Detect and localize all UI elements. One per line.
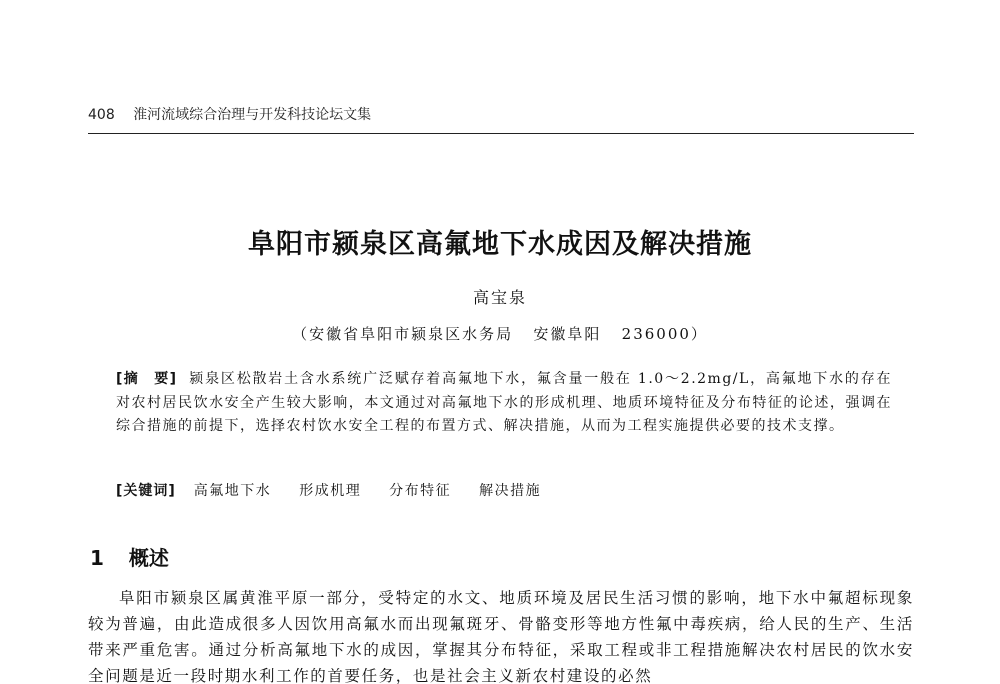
keyword: 解决措施: [479, 483, 542, 499]
paper-title: 阜阳市颍泉区高氟地下水成因及解决措施: [248, 229, 752, 260]
keywords: [116, 480, 892, 500]
abstract-text: 颍泉区松散岩土含水系统广泛赋存着高氟地下水，氟含量一般在 1.0～2.2mg/L，高氟地下水的存在对农村居民饮水安全产生较大影响，本文通过对高氟地下水的形成机理、地质环境特征及分布特征的论述，强调在综合措施的前提下，选择农村饮水安全工程的布置方式、解决措施，从而为工程实施提供必要的技术支撑。: [116, 371, 892, 434]
section-heading: [90, 542, 169, 571]
keywords-label: [关键词]: [116, 483, 176, 499]
running-header: [88, 104, 371, 124]
section-number: 1: [90, 546, 104, 570]
keyword: 分布特征: [389, 483, 452, 499]
keyword: 形成机理: [299, 483, 362, 499]
book-title: 淮河流域综合治理与开发科技论坛文集: [133, 107, 372, 123]
page-number: 408: [88, 107, 115, 123]
header-rule: [88, 133, 914, 134]
section-title: 概述: [128, 546, 169, 570]
abstract: [116, 368, 892, 439]
body-paragraph: 阜阳市颍泉区属黄淮平原一部分，受特定的水文、地质环境及居民生活习惯的影响，地下水中氟超标现象较为普遍，由此造成很多人因饮用高氟水而出现氟斑牙、骨骼变形等地方性氟中毒疾病，给人民的生产、生活带来严重危害。通过分析高氟地下水的成因，掌握其分布特征，采取工程或非工程措施解决农村居民的饮水安全问题是近一段时期水利工作的首要任务，也是社会主义新农村建设的必然: [88, 589, 914, 684]
author-affiliation: （安徽省阜阳市颍泉区水务局 安徽阜阳 236000）: [292, 325, 708, 343]
author-name: 高宝泉: [472, 288, 527, 307]
keyword: 高氟地下水: [193, 483, 272, 499]
abstract-label: [摘 要]: [116, 371, 177, 387]
